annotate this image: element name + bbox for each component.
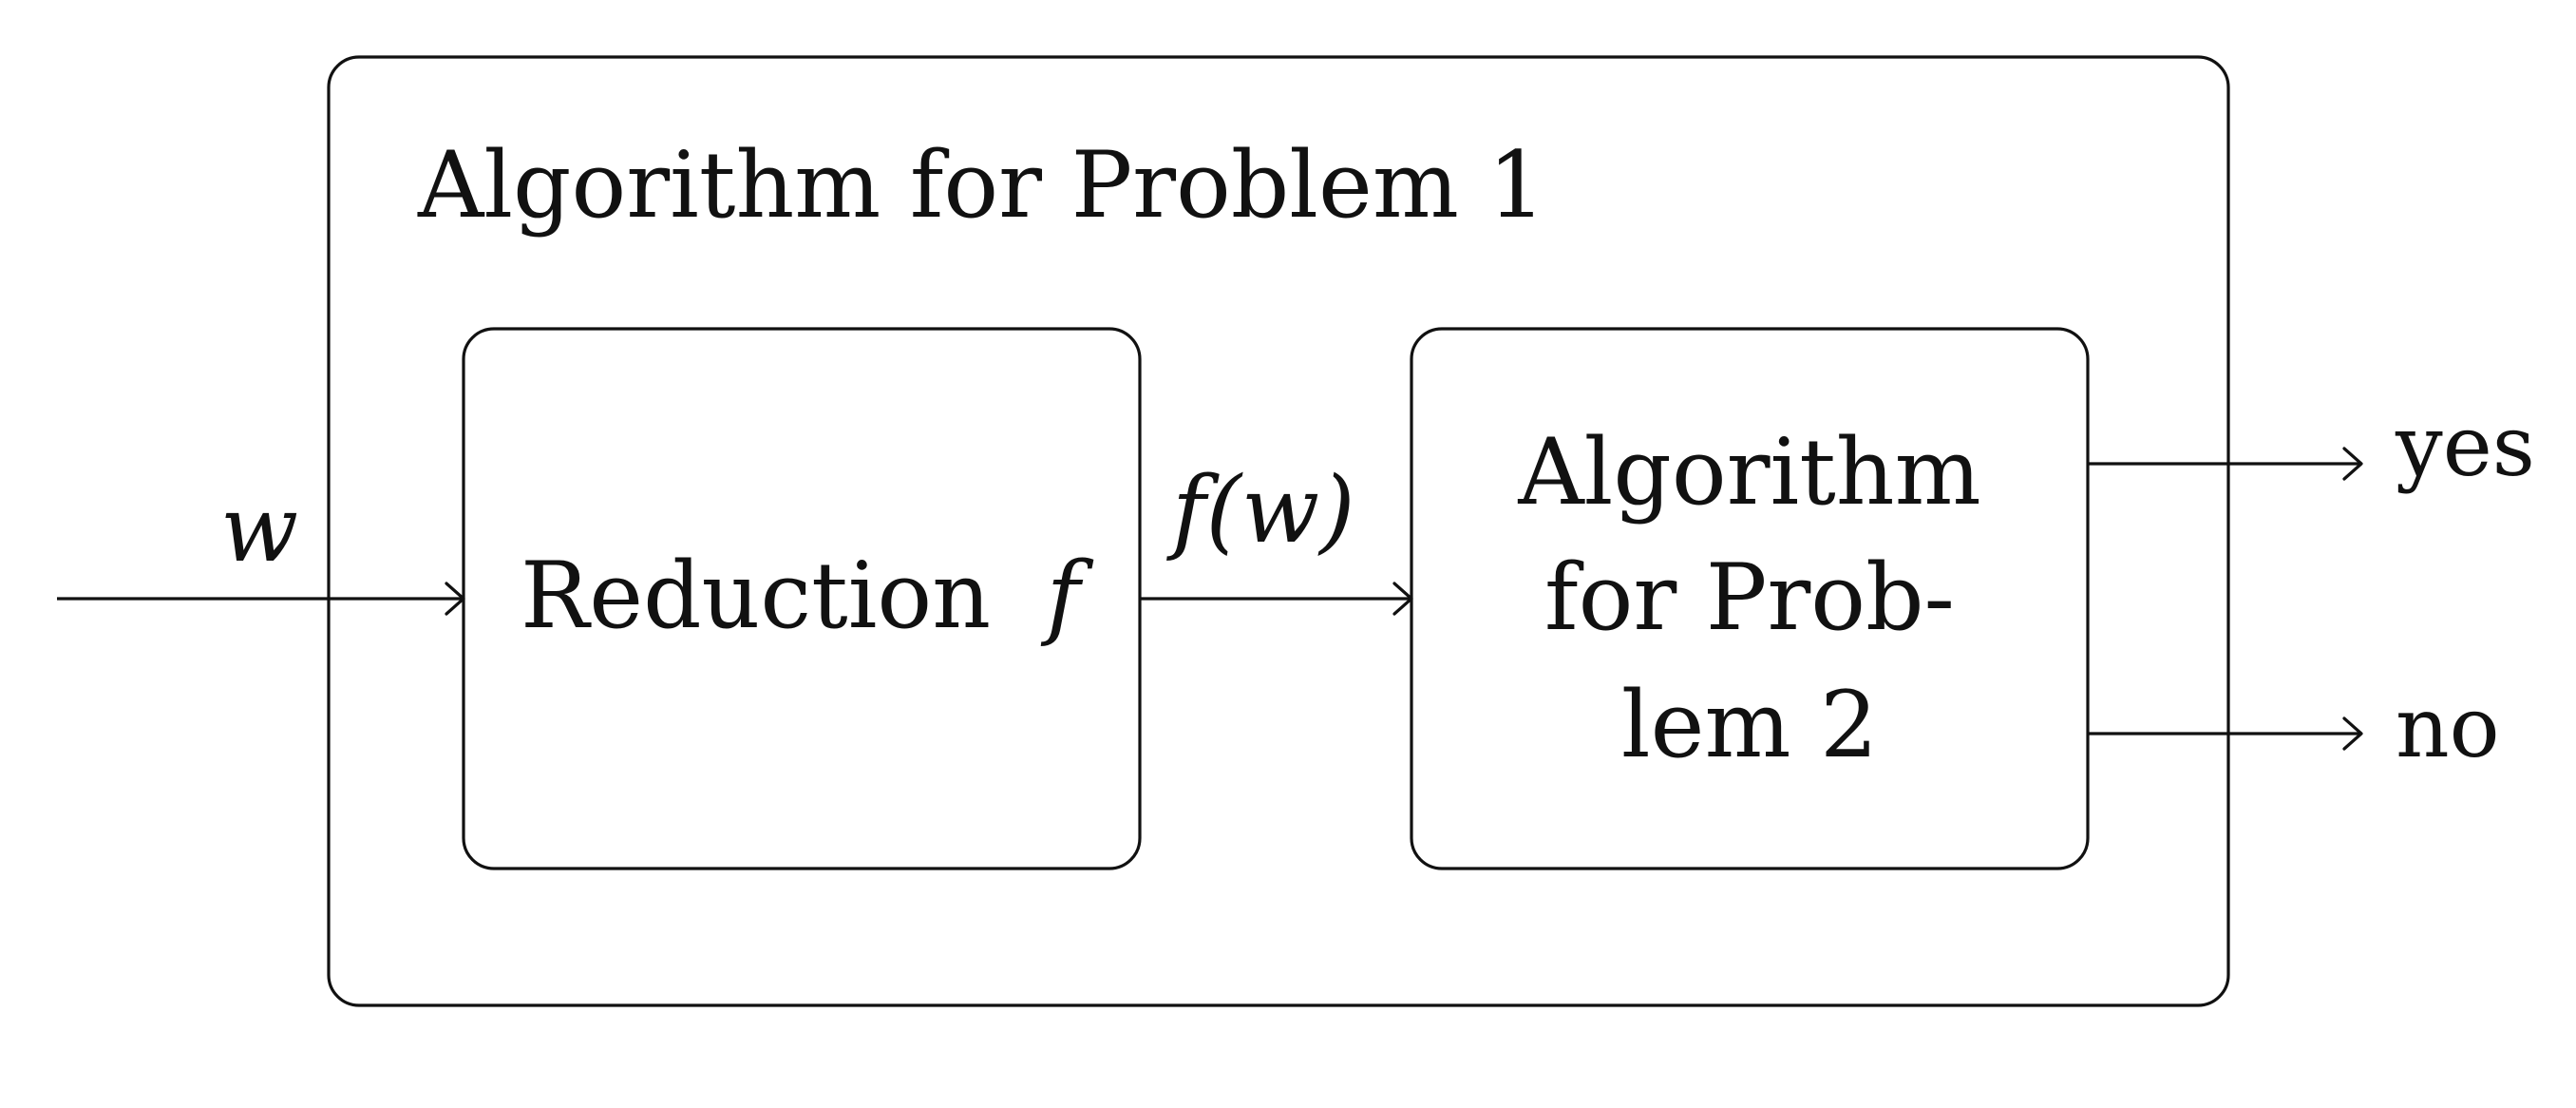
problem2-line3: lem 2 xyxy=(1620,672,1879,778)
reduction-word: Reduction xyxy=(521,543,992,649)
intermediate-label: f(w) xyxy=(1172,457,1355,564)
no-output-label: no xyxy=(2396,678,2500,776)
problem2-line1: Algorithm xyxy=(1518,419,1981,525)
problem2-line2: for Prob- xyxy=(1544,544,1955,651)
reduction-function-symbol: f xyxy=(1046,543,1081,649)
outer-title: Algorithm for Problem 1 xyxy=(418,132,1546,239)
reduction-label xyxy=(521,543,1094,649)
input-label: w xyxy=(220,476,299,583)
yes-output-label: yes xyxy=(2396,397,2535,495)
